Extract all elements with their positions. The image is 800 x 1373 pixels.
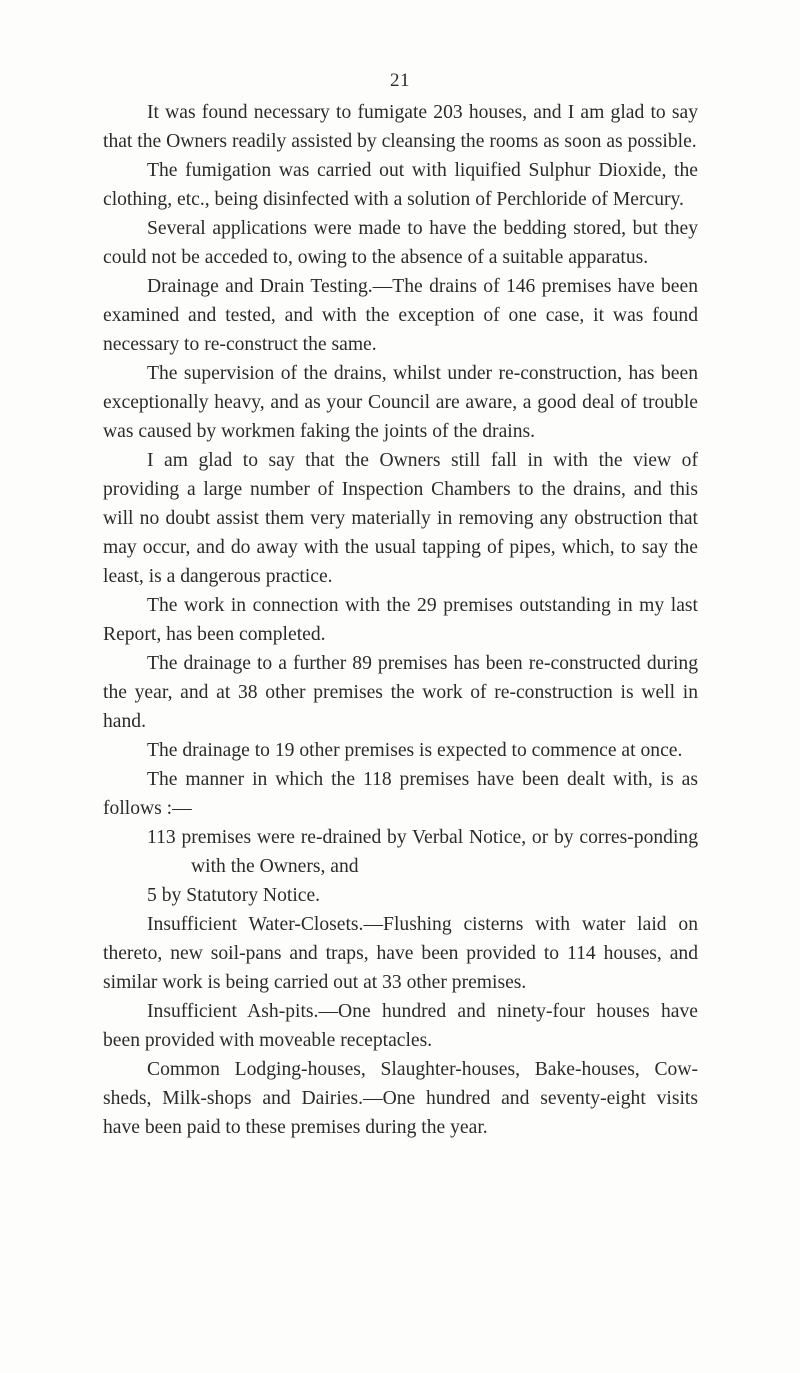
paragraph-bedding: Several applications were made to have the bedding stored, but they could not be acceded to, owing to the absence of a suitable apparatus. <box>103 218 698 268</box>
paragraph-lodging-houses: Common Lodging-houses, Slaughter-houses, Bake-houses, Cow-sheds, Milk-shops and Dairies.—One hundred and seventy-eight visits have been paid to these premises during the year. <box>103 1059 698 1138</box>
paragraph-inspection-chambers: I am glad to say that the Owners still fall in with the view of providing a large number of Inspection Chambers to the drains, and this will no doubt assist them very materially in removing any obstruction that may occur, and do away with the usual tapping of pipes, which, to say the least, is a dangerous practice. <box>103 450 698 587</box>
paragraph-drain-supervision: The supervision of the drains, whilst under re-construction, has been exceptionally heavy, and as your Council are aware, a good deal of trouble was caused by workmen faking the joints of the drains. <box>103 363 698 442</box>
paragraph-drainage-testing: Drainage and Drain Testing.—The drains of 146 premises have been examined and tested, and with the exception of one case, it was found necessary to re-construct the same. <box>103 276 698 355</box>
paragraph-outstanding-work: The work in connection with the 29 premises outstanding in my last Report, has been completed. <box>103 595 698 645</box>
page-number: 21 <box>390 70 410 91</box>
paragraph-fumigation-method: The fumigation was carried out with liquified Sulphur Dioxide, the clothing, etc., being disinfected with a solution of Perchloride of Mercury. <box>103 160 698 210</box>
paragraph-manner-dealt: The manner in which the 118 premises have been dealt with, is as follows :— <box>103 769 698 819</box>
body-text <box>103 98 698 1142</box>
paragraph-drainage-reconstructed: The drainage to a further 89 premises has been re-constructed during the year, and at 38 other premises the work of re-construction is well in hand. <box>103 653 698 732</box>
list-item-statutory-notice: 5 by Statutory Notice. <box>147 885 321 906</box>
paragraph-water-closets: Insufficient Water-Closets.—Flushing cisterns with water laid on thereto, new soil-pans and traps, have been provided to 114 houses, and similar work is being carried out at 33 other premises. <box>103 914 698 993</box>
paragraph-ash-pits: Insufficient Ash-pits.—One hundred and ninety-four houses have been provided with moveable receptacles. <box>103 1001 698 1051</box>
list-item-verbal-notice: 113 premises were re-drained by Verbal Notice, or by corres-ponding with the Owners, and <box>147 827 698 877</box>
paragraph-drainage-commence: The drainage to 19 other premises is expected to commence at once. <box>147 740 683 761</box>
paragraph-fumigation-houses: It was found necessary to fumigate 203 houses, and I am glad to say that the Owners readily assisted by cleansing the rooms as soon as possible. <box>103 102 698 152</box>
